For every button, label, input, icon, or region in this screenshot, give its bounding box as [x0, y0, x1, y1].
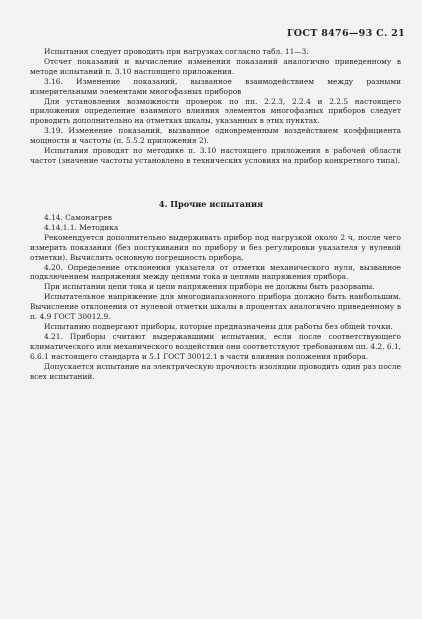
- paragraph: Рекомендуется дополнительно выдерживать прибор под нагрузкой около 2 ч, после чего измерить показания (без постукивания по прибору и без регулировки указателя у нулевой отметки). Вычислить основную погрешность прибора.: [30, 232, 401, 262]
- paragraph: При испытании цепи тока и цепи напряжения прибора не должны быть разорваны.: [44, 282, 375, 292]
- paragraph: 4.14.1.1. Методика: [44, 222, 119, 232]
- paragraph: Для установления возможности проверок по пп. 2.2.3, 2.2.4 и 2.2.5 настоящего приложения определение взаимного влияния элементов многофазных приборов следует проводить дополнительно на отметках шкалы, указанных в этих пунктах.: [30, 96, 401, 126]
- paragraph: 4.21. Приборы считают выдержавшими испытания, если после соответствующего климатического или механического воздействия они соответствуют требованиям пп. 4.2, 6.1, 6.6.1 настоящего стандарта и 5.1 ГОСТ 30012.1 в части влияния положения прибора.: [30, 331, 401, 361]
- paragraph: Испытанию подвергают приборы, которые предназначены для работы без общей точки.: [44, 321, 393, 331]
- paragraph: 4.14. Самонагрев: [44, 213, 112, 222]
- paragraph: Отсчет показаний и вычисление изменения показаний аналогично приведенному в методе испытаний п. 3.10 настоящего приложения.: [30, 56, 401, 76]
- paragraph: 3.16. Изменение показаний, вызванное взаимодействием между разными измерительными элементами многофазных приборов: [30, 76, 401, 96]
- body-text-block: [30, 213, 401, 381]
- top-text-block: [30, 47, 401, 166]
- section-title: 4. Прочие испытания: [158, 199, 264, 209]
- paragraph: 4.20. Определение отклонения указателя от отметки механического нуля, вызванное подключением напряжения между цепями тока и цепями напряжения прибора.: [30, 262, 401, 282]
- page-header: ГОСТ 8476—93 С. 21: [286, 28, 405, 39]
- paragraph: Допускается испытание на электрическую прочность изоляции проводить один раз после всех испытаний.: [30, 361, 401, 381]
- paragraph: 3.19. Изменение показаний, вызванное одновременным воздействием коэффициента мощности и частоты (п. 5.5.2 приложения 2).: [30, 126, 401, 146]
- paragraph: Испытания проводят по методике п. 3.10 настоящего приложения в рабочей области частот (значение частоты установлено в технических условиях на прибор конкретного типа).: [30, 146, 401, 165]
- paragraph: Испытательное напряжение для многодиапазонного прибора должно быть наибольшим. Вычисление отклонения от нулевой отметки шкалы в процентах аналогично приведенному в п. 4.9 ГОСТ 30012.9.: [30, 292, 401, 322]
- paragraph: Испытания следует проводить при нагрузках согласно табл. 11—3.: [44, 47, 309, 56]
